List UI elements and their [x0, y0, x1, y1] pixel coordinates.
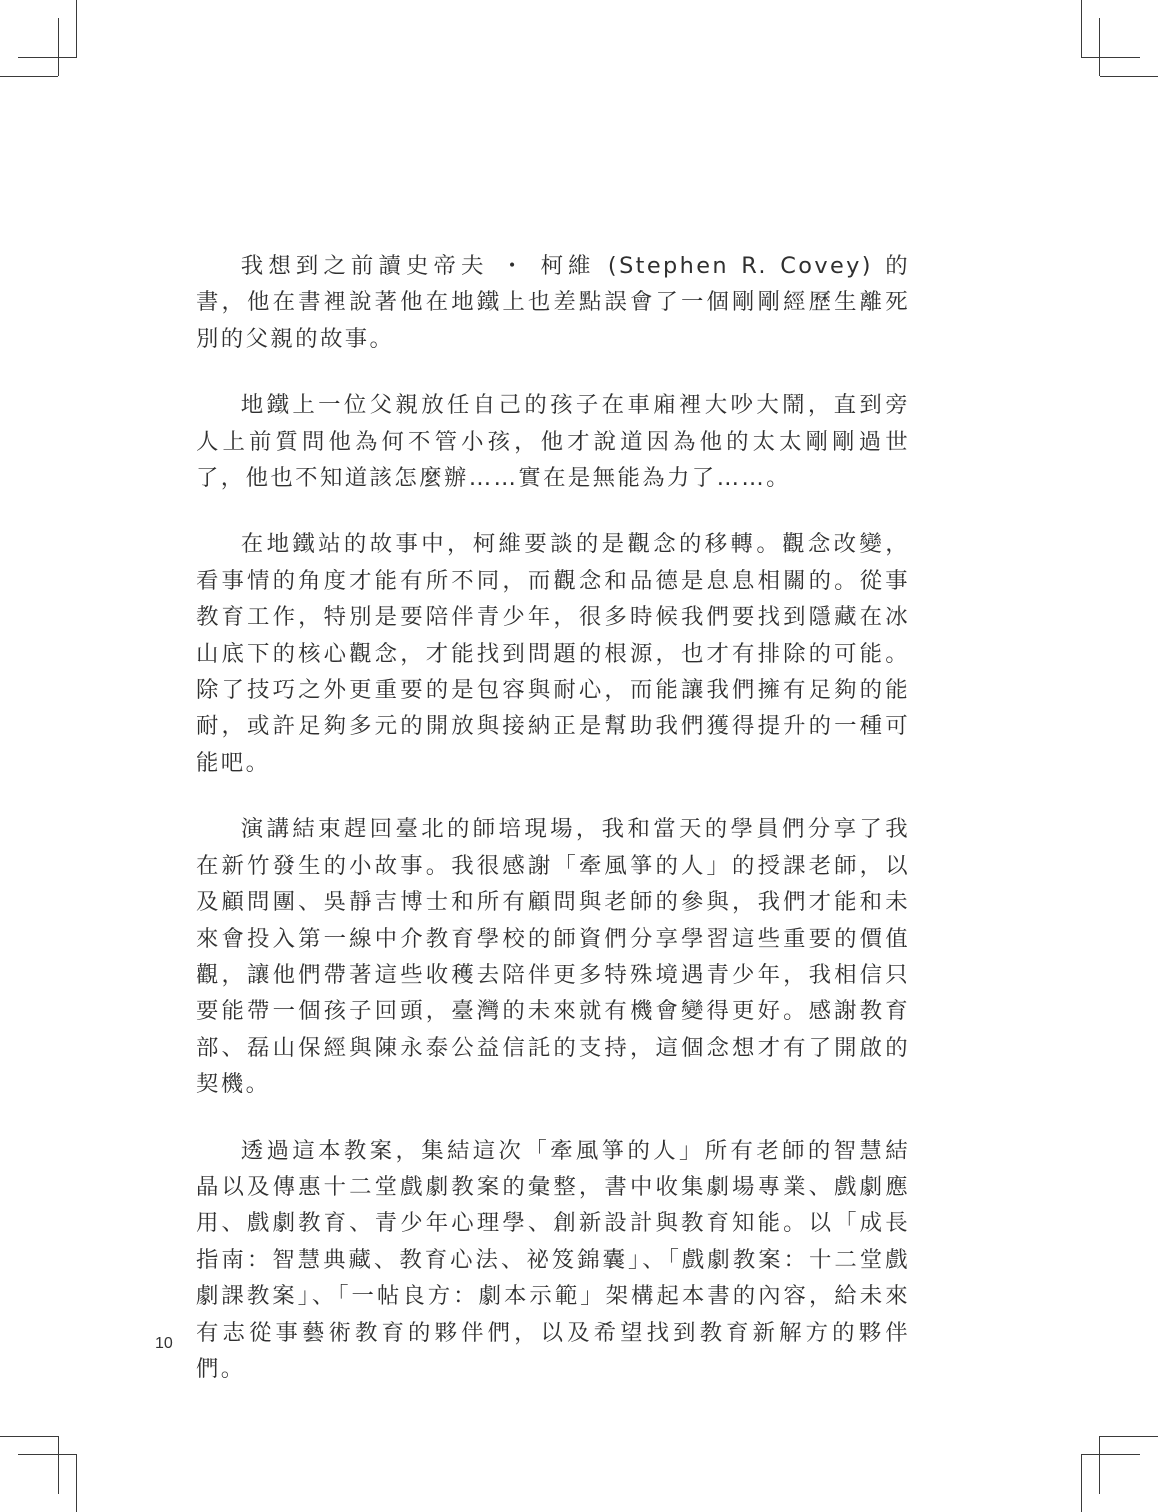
- crop-mark-top-right-vertical: [1099, 18, 1100, 76]
- crop-mark-top-left-vertical-outer: [76, 0, 77, 58]
- crop-mark-bottom-right-horizontal-outer: [1100, 1436, 1158, 1437]
- crop-mark-top-left-horizontal: [18, 57, 76, 58]
- crop-mark-bottom-right-vertical: [1099, 1436, 1100, 1494]
- crop-mark-bottom-left-horizontal-outer: [0, 1436, 58, 1437]
- paragraph-1: 我想到之前讀史帝夫 ・ 柯維 (Stephen R. Covey) 的書，他在書裡說著他在地鐵上也差點誤會了一個剛剛經歷生離死別的父親的故事。: [196, 253, 910, 352]
- paragraph-3: 在地鐵站的故事中，柯維要談的是觀念的移轉。觀念改變，看事情的角度才能有所不同，而觀念和品德是息息相關的。從事教育工作，特別是要陪伴青少年，很多時候我們要找到隱藏在冰山底下的核心觀念，才能找到問題的根源，也才有排除的可能。除了技巧之外更重要的是包容與耐心，而能讓我們擁有足夠的能耐，或許足夠多元的開放與接納正是幫助我們獲得提升的一種可能吧。: [196, 531, 910, 776]
- crop-mark-bottom-right-vertical-outer: [1081, 1454, 1082, 1512]
- crop-mark-top-right-vertical-outer: [1081, 0, 1082, 58]
- crop-mark-top-right-horizontal: [1082, 57, 1140, 58]
- paragraph-5: 透過這本教案，集結這次「牽風箏的人」所有老師的智慧結晶以及傳惠十二堂戲劇教案的彙整，書中收集劇場專業、戲劇應用、戲劇教育、青少年心理學、創新設計與教育知能。以「成長指南：智慧典藏、教育心法、祕笈錦囊」、「戲劇教案：十二堂戲劇課教案」、「一帖良方：劇本示範」架構起本書的內容，給未來有志從事藝術教育的夥伴們，以及希望找到教育新解方的夥伴們。: [196, 1137, 910, 1382]
- crop-mark-bottom-left-vertical-outer: [76, 1454, 77, 1512]
- page-number: 10: [155, 1335, 173, 1352]
- crop-mark-top-left-vertical: [58, 18, 59, 76]
- crop-mark-bottom-left-vertical: [58, 1436, 59, 1494]
- paragraph-4: 演講結束趕回臺北的師培現場，我和當天的學員們分享了我在新竹發生的小故事。我很感謝「牽風箏的人」的授課老師，以及顧問團、吳靜吉博士和所有顧問與老師的參與，我們才能和未來會投入第一線中介教育學校的師資們分享學習這些重要的價值觀，讓他們帶著這些收穫去陪伴更多特殊境遇青少年，我相信只要能帶一個孩子回頭，臺灣的未來就有機會變得更好。感謝教育部、磊山保經與陳永泰公益信託的支持，這個念想才有了開啟的契機。: [196, 816, 910, 1098]
- crop-mark-bottom-left-horizontal: [18, 1454, 76, 1455]
- crop-mark-top-right-horizontal-outer: [1100, 76, 1158, 77]
- crop-mark-bottom-right-horizontal: [1082, 1454, 1140, 1455]
- crop-mark-top-left-horizontal-outer: [0, 76, 58, 77]
- body-text: [196, 248, 910, 1417]
- paragraph-2: 地鐵上一位父親放任自己的孩子在車廂裡大吵大鬧，直到旁人上前質問他為何不管小孩，他才說道因為他的太太剛剛過世了，他也不知道該怎麼辦……實在是無能為力了……。: [196, 392, 910, 492]
